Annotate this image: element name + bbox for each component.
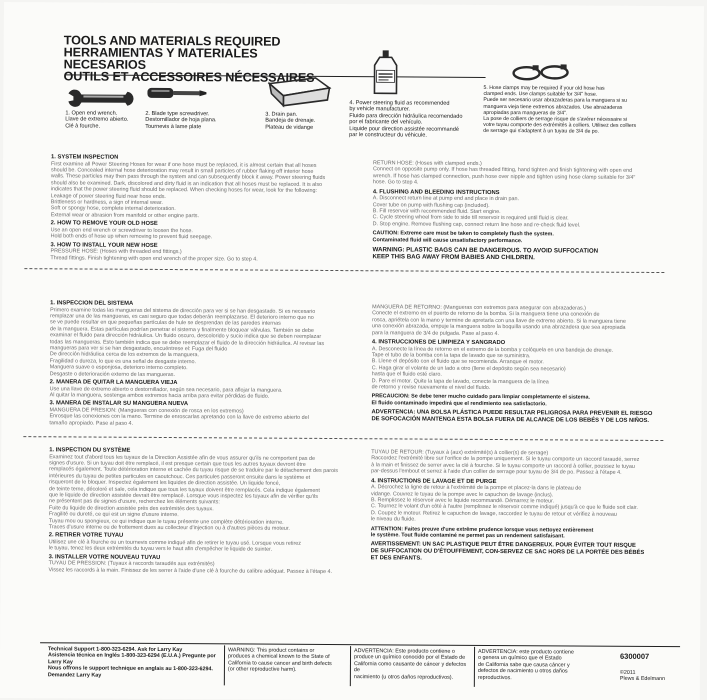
fr-warning: AVERTISSEMENT: UN SAC PLASTIQUE PEUT ÊTRE DANGEREUX. POUR ÉVITER TOUT RISQUE DE SUFFOCATION OU D'ÉTOUFFEMENT, CON-SERVEZ CE SAC HORS DE LA PORTÉE DES BÉBÉS ET DES ENFANTS.	[370, 541, 645, 562]
french-left	[49, 447, 355, 575]
fr-section-4-heading: 4. INSTRUCTIONS DE LAVAGE ET DE PURGE	[371, 477, 497, 485]
en-section-1-body: First examine all Power Steering Hoses for wear if one hose must be replaced, it is almost certain that all hoses should be. Concealed internal hose deterioration may result in small particles of rubber flaking off interior hose walls. These particles may then pass through the system and can subsequently block it away. Power steering fluids should also be examined. Dark, discolored and dirty fluid is an indication that all hoses must be replaced. It is also indicates that the power steering fluid should be replaced. When checking hoses for wear, look for the following: Leakage of power steering fluid near hose ends. Brittleness or hardness, a sign of internal wear. Soft or spongy hose, complete internal deterioration. External wear or abrasion from manifold or other engine parts.	[50, 160, 326, 220]
english-left	[50, 154, 351, 263]
title-es: HERRAMIENTAS Y MATERIALES NECESARIOS	[63, 45, 258, 72]
es-section-1-heading: 1. INSPECCION DEL SISTEMA	[50, 300, 134, 307]
fr-section-3-heading: 3. INSTALLER VOTRE NOUVEAU TUYAU	[48, 554, 161, 561]
en-section-4-heading: 4. FLUSHING AND BLEEDING INSTRUCTIONS	[372, 188, 500, 196]
en-caution: CAUTION: Extreme care must be taken to completely flush the system. Contaminated fluid will cause unsatisfactory performance.	[372, 230, 554, 244]
fr-return-hose: TUYAU DE RETOUR: (Tuyaux à (aux) extrémité(s) à collier(s) de serrage) Raccordez l'extrémité libre sur l'orifice de la pompe uniquement. Si le tuyau comporte un raccord taraudé, serrez à la main et finissez de serrer avec la clé à fourche. Si le tuyau comporte un raccord à collier, poussez le tuyau par-dessus l'embout et serrez à l'aide d'un collier de serrage pour tuyau de 3/4 de po. Passez à l'étape 4.	[371, 449, 640, 477]
en-return-hose: RETURN HOSE: (Hoses with clamped ends.) Connect on opposite pump only. If hose has threaded fitting, hand tighten and finish tightening with open end wrench. If hose has clamped connection, push hose over nipple and tighten using hose clamp suitable for 3/4" hose. Go to step 4.	[372, 160, 636, 186]
es-warning: ADVERTENCIA: UNA BOLSA PLÁSTICA PUEDE RESULTAR PELIGROSA PARA PREVENIR EL RIESGO DE SOFOCACIÓN MANTENGA ESTA BOLSA FUERA DE ALCANCE DE LOS BEBÉS Y DE LOS NIÑOS.	[371, 409, 653, 424]
en-section-2-body: Use an open end wrench or screwdriver to loosen the hose. Hold both ends of hose up when removing to prevent fluid seepage.	[50, 227, 213, 241]
es-section-4-body: A. Desconecte la línea de retorno en el extremo de la bomba y colóquela en una bandeja de drenaje. Tape el tubo de la bomba con la tapa de lavado que se suministra. B. Llene el depósito con el fluido que se recomienda. Arranque el motor. C. Haga girar el volante de un lado a otro (llene el depósito según sea necesario) hasta que el fluido esté claro. D. Pare el motor. Quite la tapa de lavado, conecte la manguera de la línea de retorno y revise nuevamente el nivel del fluido.	[371, 345, 614, 392]
tool-caption-3: 3. Drain pan. Bandeja de drenaje. Plateau de vidange	[265, 111, 316, 131]
fr-section-1-body: Examinez tout d'abord tous les tuyaux de la Direction Assistée afin de vous assurer qu'ils ne comportent pas de signes d'usure. Si un tuyau doit être remplacé, il est presque certain que tous les autres tuyaux devront être remplacés également. Toute détérioration interne et cachée du tuyau risque de se traduire par le détachement des parois intérieures du tuyau de petites particules en caoutchouc. Ces particules passeront ensuite dans le système et risqueront de le bloquer. Inspectez également les liquides de direction assistée. Un liquide foncé, de teinte terne, décoloré et sale, cela indique que tous les tuyaux doivent être remplacés. Cela indique également que le liquide de direction assistée devrait être remplacé. Lorsque vous inspectez les tuyaux afin de vérifier qu'ils ne présentent pas de signes d'usure, recherchez les éléments suivants: Fuite du liquide de direction assistée près des extrémités des tuyaux. Fragilité ou dureté, ce qui est un signe d'usure interne. Tuyau mou ou spongieux, ce qui indique que le tuyau présente une complète détérioration interne. Traces d'usure interne ou de frottement dues au collecteur d'injection ou à d'autres pièces du moteur.	[48, 453, 338, 532]
instruction-sheet	[0, 2, 704, 700]
fr-section-1-heading: 1. INSPECTION DU SYSTÈME	[49, 447, 131, 454]
footer-warning-en: WARNING: This product contains or produces a chemical known to the State of California to cause cancer and birth defects (or other reproductive harm).	[227, 647, 332, 674]
french-right	[371, 449, 684, 563]
es-section-3-heading: 3. MANERA DE INSTALAR SU MANGUERA NUEVA	[49, 400, 189, 408]
en-section-3-heading: 3. HOW TO INSTALL YOUR NEW HOSE	[50, 241, 158, 249]
fr-section-2-heading: 2. RETIRER VOTRE TUYAU	[48, 532, 124, 540]
spanish-left	[49, 300, 355, 428]
fr-caution: ATTENTION: Faites preuve d'une extrême prudence lorsque vous nettoyez entièrement le système. Tout fluide contaminé ne permet pas un rendement satisfaisant.	[370, 525, 594, 540]
en-section-1-heading: 1. SYSTEM INSPECTION	[51, 154, 119, 161]
footer-advertencia: ADVERTENCIA: Este producto contiene o produce un químico conocido por el Estado de California como causante de cáncer y defectos de nacimiento (u otros daños reproductivos).	[353, 648, 467, 681]
title-en: TOOLS AND MATERIALS REQUIRED	[63, 33, 281, 49]
tool-caption-1: 1. Open end wrench. Llave de extremo abierto. Clé à fourche.	[65, 110, 129, 130]
footer-part-number: 6300007	[619, 651, 650, 661]
fluid-bottle-icon	[370, 48, 400, 96]
tool-caption-2: 2. Blade type screwdriver. Destornillador de hoja plana. Tournevis à lame plate	[145, 110, 217, 131]
es-return-hose: MANGUERA DE RETORNO: (Mangueras con extremos para asegurar con abrazaderas.) Conecte el extremo en el puerto de retorno de la bomba. Si la manguera tiene una conexión de rosca, apriétela con la mano y termine de apretarla con una llave de extremo abierto. Si la manguera tiene una conexión abrazada, empuje la manguera sobre la boquilla usando una abrazadera que sea apropiada para la manguera de 3/4 de pulgada. Pase al paso 4.	[371, 304, 626, 337]
fr-section-4-body: A. Décrochez la ligne de retour à l'extrémité de la pompe et placez-la dans le plateau de vidange. Couvrez le tuyau de la pompe avec le capuchon de lavage (inclus). B. Remplissez le réservoir avec le liquide recommandé. Démarrez le moteur. C. Tournez le volant d'un côté à l'autre (remplissez le réservoir comme indiqué) jusqu'à ce que le fluide soit clair. D. Coupez le moteur. Retirez le capuchon de lavage, raccordez le tuyau de retour et vérifiez à nouveau le niveau du fluide.	[370, 484, 638, 523]
en-section-4-body: A. Disconnect return line at pump end and place in drain pan. Cover tube on pump with flushing cap (included). B. Fill reservoir with recommended fluid. Start engine. C. Cycle steering wheel from side to side till reservoir is required until fluid is clear. D. Stop engine. Remove flushing cap, connect return line hose and re-check fluid level.	[372, 195, 581, 229]
fr-section-2-body: Utilisez une clé à fourche ou un tournevis comme indiqué afin de retirer le tuyau usé. Lorsque vous retirez le tuyau, tenez les deux extrémités du tuyau vers le haut afin d'empêcher le liquide de suinter.	[48, 539, 302, 554]
en-section-3-body: PRESSURE HOSE: (Hoses with threaded end fittings.) Thread fittings. Finish tightening with open end wrench of the proper size. Go to step 4.	[50, 248, 258, 263]
es-section-3-body: MANGUERA DE PRESION: (Mangueras con conexión de rosca en los extremos) Enrosque las conexiones con la mano. Termine de enroscarlas apretando con la llave de extremo abierto del tamaño apropiado. Pase al paso 4.	[49, 407, 309, 427]
english-right	[372, 160, 683, 262]
screwdriver-icon	[145, 85, 207, 101]
es-section-4-heading: 4. INSTRUCCIONES DE LIMPIEZA Y SANGRADO	[371, 339, 506, 347]
divider-en-es	[24, 268, 664, 273]
footer-copyright: ©2011 Plews & Edelmann	[619, 669, 666, 683]
spanish-right	[371, 304, 682, 424]
tool-caption-5: 5. Hose clamps may be required if your old hose has clamped ends. Use clamps suitable for 3/4" hose. Puede ser necesario usar abrazaderas para la manguera si su manguera vieja tiene extremos abrazados. Use abrazaderas apropiadas para mangueras de 3/4". La pose de colliers de serrage risque de s'avérer nécessaire si votre tuyau comporte des extrémités à colliers. Utilisez des colliers de serrage qui s'adaptent à un tuyau de 3/4 de po.	[483, 84, 637, 136]
footer-divider-2	[350, 646, 351, 686]
es-caution: PRECAUCION: Se debe tener mucho cuidado para limpiar completamente el sistema. El fluido contaminado impedirá que el rendimiento sea satisfactorio.	[371, 393, 591, 408]
es-section-1-body: Primero examine todas las mangueras del sistema de dirección para ver si se han desgastado. Si es necesario remplazar una de las mangueras, es casi seguro que todas deberán reemplazarse. El deterioro interno que no se ve puede resultar en que pequeñas partículas de hule se desprendan de las paredes internas de la manguera. Estas partículas podrían penetrar el sistema y finalmente bloquear válvulas. También se debe examinar el fluido para dirección hidráulica. Un fluido oscuro, descolorido y sucio indica que se deben reemplazar todas las mangueras. Esto también indica que se debe reemplazar el fluido de la dirección hidráulica. Al revisar las mangueras para ver si se han desgastado, encuéntrese el: Fuga del fluido De dirección hidráulica cerca de los extremos de la manguera. Fragilidad o dureza, lo que es una señal de desgaste interno. Manguera suave o esponjosa, deterioro interno completo. Desgaste o deterioración externo de las mangueras.	[49, 306, 325, 378]
wrench-icon	[65, 85, 135, 107]
footer-divider-3	[474, 647, 475, 687]
footer-advertencia-2: ADVERTENCIA: este producto contiene o genera un químico que el Estado de California sabe que causa cáncer y defectos de nacimiento u otros daños reproductivos.	[477, 648, 574, 681]
en-section-2-heading: 2. HOW TO REMOVE YOUR OLD HOSE	[50, 220, 158, 228]
fr-section-3-body: TUYAU DE PRESSION: (Tuyaux à raccords taraudés aux extrémités) Vissez les raccords à la main. Finissez de les serrer à l'aide d'une clé à fourche du calibre adéquat. Passez à l'étape 4.	[48, 560, 333, 575]
hose-clamp-icon	[511, 61, 571, 83]
divider-es-fr	[23, 436, 663, 441]
tool-caption-4: 4. Power steering fluid as recommended by vehicle manufacturer. Fluido para dirección hidráulica recomendado por el fabricante del vehículo. Liquide pour direction assistée recommandé par le constructeur du véhicule.	[349, 100, 463, 139]
es-section-2-body: Use una llave de extremo abierto o destornillador, según sea necesario, para aflojar la manguera. Al quitar la manguera, sostenga ambos extremos hacia arriba para evitar pérdidas de fluido.	[49, 385, 283, 400]
title-fr: OUTILS ET ACCESSOIRES NÉCESSAIRES	[63, 69, 315, 85]
footer-support: Technical Support 1-800-323-6294. Ask for Larry Kay Asistencia técnica en Inglés 1-800-323-6294 (E.U.A.) Pregunte por Larry Kay Nous offrons le support technique en anglais au 1-800-323-6294. Demandez Larry Kay	[47, 646, 216, 679]
drain-pan-icon	[265, 74, 333, 108]
en-warning: WARNING: PLASTIC BAGS CAN BE DANGEROUS. TO AVOID SUFFOCATION KEEP THIS BAG AWAY FROM BABIES AND CHILDREN.	[372, 246, 599, 262]
es-section-2-heading: 2. MANERA DE QUITAR LA MANGUERA VIEJA	[49, 379, 178, 387]
